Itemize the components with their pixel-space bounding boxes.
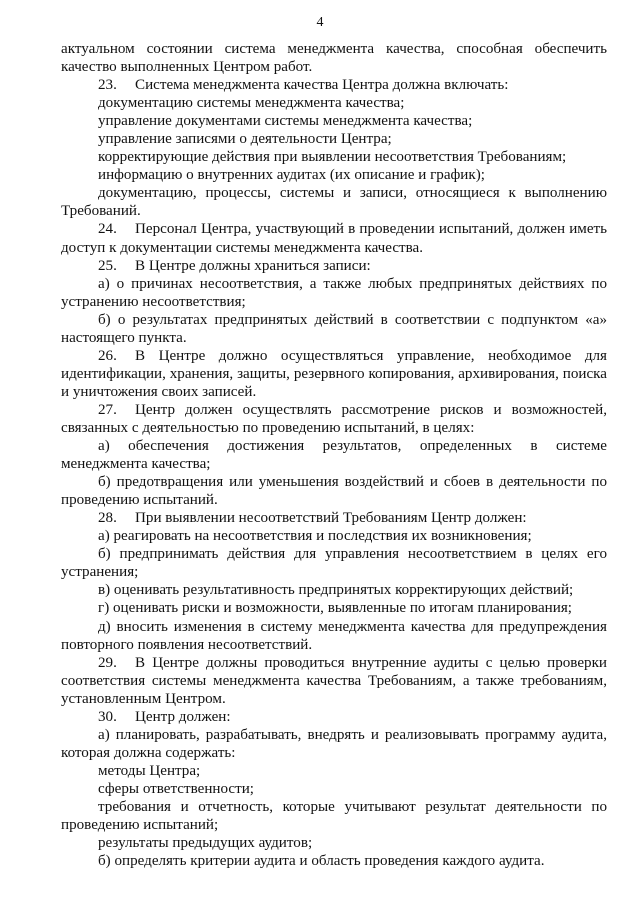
- paragraph: [61, 726, 607, 762]
- paragraph: [61, 275, 607, 311]
- paragraph: [61, 311, 607, 347]
- paragraph-text: б) определять критерии аудита и область проведения каждого аудита.: [98, 853, 545, 870]
- paragraph-text: В Центре должно осуществляться управление, необходимое для идентификации, хранения, защиты, резервного копирования, архивирования, поиска и уничтожения своих записей.: [61, 347, 607, 400]
- paragraph-text: Центр должен:: [135, 708, 231, 725]
- paragraph: [61, 852, 607, 870]
- paragraph-number: 29.: [98, 654, 117, 671]
- paragraph-number: 27.: [98, 401, 117, 418]
- paragraph-text: Центр должен осуществлять рассмотрение рисков и возможностей, связанных с деятельностью по проведению испытаний, в целях:: [61, 401, 607, 436]
- paragraph-text: а) обеспечения достижения результатов, определенных в системе менеджмента качества;: [61, 438, 607, 473]
- document-body: [61, 40, 607, 870]
- paragraph-text: В Центре должны храниться записи:: [135, 257, 371, 274]
- numbered-paragraph: [61, 257, 607, 275]
- paragraph-text: методы Центра;: [98, 762, 201, 779]
- paragraph: [61, 780, 607, 798]
- paragraph-text: б) предпринимать действия для управления несоответствием в целях его устранения;: [61, 546, 607, 581]
- paragraph: [61, 527, 607, 545]
- paragraph-text: а) реагировать на несоответствия и последствия их возникновения;: [98, 528, 532, 545]
- paragraph-text: б) предотвращения или уменьшения воздействий и сбоев в деятельности по проведению испытаний.: [61, 474, 607, 509]
- paragraph: [61, 473, 607, 509]
- paragraph-text: а) планировать, разрабатывать, внедрять и реализовывать программу аудита, которая должна содержать:: [61, 726, 607, 761]
- paragraph-number: 30.: [98, 708, 117, 725]
- paragraph-text: а) о причинах несоответствия, а также любых предпринятых действиях по устранению несоответствия;: [61, 275, 607, 310]
- paragraph-text: управление записями о деятельности Центра;: [98, 131, 392, 148]
- numbered-paragraph: [61, 347, 607, 401]
- paragraph: [61, 130, 607, 148]
- paragraph-text: документацию системы менеджмента качества;: [98, 95, 405, 112]
- paragraph-number: 23.: [98, 77, 117, 94]
- paragraph-text: в) оценивать результативность предпринятых корректирующих действий;: [98, 582, 574, 599]
- numbered-paragraph: [61, 76, 607, 94]
- paragraph-text: б) о результатах предпринятых действий в соответствии с подпунктом «а» настоящего пункта.: [61, 311, 607, 346]
- numbered-paragraph: [61, 401, 607, 437]
- paragraph-text: результаты предыдущих аудитов;: [98, 835, 313, 852]
- paragraph: [61, 798, 607, 834]
- numbered-paragraph: [61, 509, 607, 527]
- paragraph: [61, 437, 607, 473]
- paragraph: [61, 599, 607, 617]
- paragraph-text: актуальном состоянии система менеджмента качества, способная обеспечить качество выполненных Центром работ.: [61, 41, 607, 76]
- paragraph: [61, 545, 607, 581]
- paragraph-text: д) вносить изменения в систему менеджмента качества для предупреждения повторного появления несоответствий.: [61, 618, 607, 653]
- paragraph-text: информацию о внутренних аудитах (их описание и график);: [98, 167, 485, 184]
- paragraph: [61, 618, 607, 654]
- paragraph-text: В Центре должны проводиться внутренние аудиты с целью проверки соответствия системы менеджмента качества Требованиям, а также требованиям, установленным Центром.: [61, 654, 607, 707]
- paragraph: [61, 94, 607, 112]
- paragraph-text: управление документами системы менеджмента качества;: [98, 113, 473, 130]
- paragraph-text: корректирующие действия при выявлении несоответствия Требованиям;: [98, 149, 567, 166]
- paragraph-text: Персонал Центра, участвующий в проведении испытаний, должен иметь доступ к документации системы менеджмента качества.: [61, 221, 607, 256]
- paragraph-text: При выявлении несоответствий Требованиям Центр должен:: [135, 510, 527, 527]
- paragraph-number: 26.: [98, 347, 117, 364]
- paragraph-number: 28.: [98, 510, 117, 527]
- paragraph: [61, 148, 607, 166]
- paragraph-number: 24.: [98, 221, 117, 238]
- numbered-paragraph: [61, 220, 607, 256]
- paragraph: [61, 184, 607, 220]
- paragraph-number: 25.: [98, 257, 117, 274]
- paragraph-text: документацию, процессы, системы и записи, относящиеся к выполнению Требований.: [61, 185, 607, 220]
- numbered-paragraph: [61, 654, 607, 708]
- paragraph: [61, 40, 607, 76]
- numbered-paragraph: [61, 708, 607, 726]
- paragraph: [61, 166, 607, 184]
- paragraph: [61, 112, 607, 130]
- paragraph: [61, 762, 607, 780]
- paragraph: [61, 581, 607, 599]
- paragraph-text: требования и отчетность, которые учитывают результат деятельности по проведению испытаний;: [61, 798, 607, 834]
- paragraph-text: сферы ответственности;: [98, 780, 254, 797]
- page-number: 4: [316, 15, 324, 30]
- paragraph: [61, 834, 607, 852]
- paragraph-text: Система менеджмента качества Центра должна включать:: [135, 77, 509, 94]
- paragraph-text: г) оценивать риски и возможности, выявленные по итогам планирования;: [98, 600, 572, 617]
